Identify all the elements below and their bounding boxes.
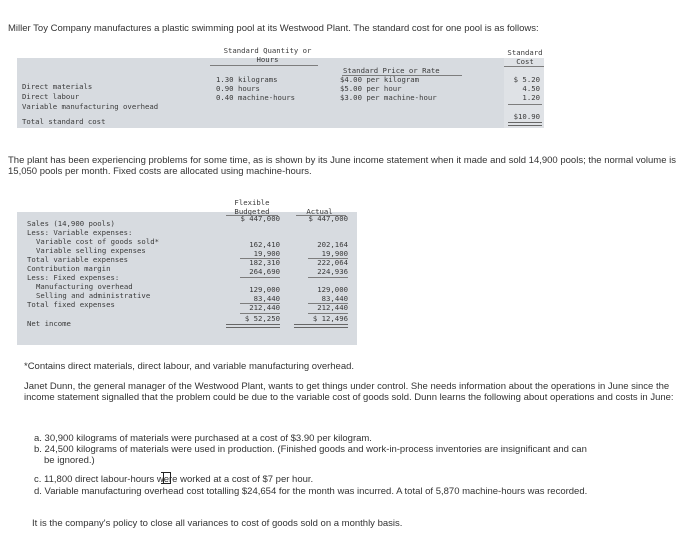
is-row-actual: 19,900 — [321, 249, 348, 258]
is-row-actual: $ 447,000 — [308, 214, 348, 223]
col-actual: Actual — [306, 207, 333, 216]
subtotal-rule — [508, 104, 542, 105]
is-row-flexible: $ 52,250 — [244, 314, 280, 323]
row-label: Direct materials — [22, 82, 93, 91]
fact-d: d. Variable manufacturing overhead cost totalling $24,654 for the month was incurred. A total of 5,870 machine-hours was recorded. — [34, 486, 588, 497]
is-row-flexible: 212,440 — [249, 303, 280, 312]
is-row-label: Less: Variable expenses: — [27, 228, 133, 237]
is-row-label: Sales (14,900 pools) — [27, 219, 115, 228]
header-underline — [504, 66, 544, 67]
total-double-rule — [508, 122, 542, 126]
is-row-actual: $ 12,496 — [312, 314, 348, 323]
intro-text: Miller Toy Company manufactures a plastic swimming pool at its Westwood Plant. The standard cost for one pool is as follows: — [8, 23, 539, 34]
is-row-label: Variable selling expenses — [36, 246, 146, 255]
row-cost: 1.20 — [522, 93, 540, 102]
is-row-label: Manufacturing overhead — [36, 282, 133, 291]
header-cost-line1: Standard — [507, 48, 543, 57]
is-row-flexible: 19,900 — [253, 249, 280, 258]
fact-b-continued: be ignored.) — [44, 455, 95, 466]
row-quantity: 0.40 machine-hours — [216, 93, 296, 102]
total-cost: $10.90 — [513, 112, 540, 121]
is-row-actual: 83,440 — [321, 294, 348, 303]
header-cost-line2: Cost — [516, 57, 534, 66]
row-label: Variable manufacturing overhead — [22, 102, 159, 111]
row-price: $3.00 per machine-hour — [340, 93, 437, 102]
footnote: *Contains direct materials, direct labour, and variable manufacturing overhead. — [24, 361, 355, 372]
is-row-actual: 129,000 — [317, 285, 348, 294]
net-income-double-rule — [294, 324, 348, 328]
row-cost: 4.50 — [522, 84, 540, 93]
is-row-flexible: 129,000 — [249, 285, 280, 294]
is-row-flexible: 264,690 — [249, 267, 280, 276]
row-quantity: 1.30 kilograms — [216, 75, 278, 84]
row-price: $4.00 per kilogram — [340, 75, 420, 84]
is-row-label: Less: Fixed expenses: — [27, 273, 120, 282]
subtotal-rule — [240, 277, 280, 278]
subtotal-rule — [308, 277, 348, 278]
col-flexible-line2: Budgeted — [234, 207, 270, 216]
problem-paragraph: The plant has been experiencing problems for some time, as is shown by its June income statement when it made and sold 14,900 pools; the normal volume is 15,050 pools per month. Fixed costs are allocated using machine-hours. — [8, 155, 676, 177]
is-row-label: Selling and administrative — [36, 291, 151, 300]
header-quantity-line2: Hours — [256, 55, 279, 64]
is-row-label: Total fixed expenses — [27, 300, 115, 309]
text-cursor-icon — [163, 472, 171, 484]
fact-b: b. 24,500 kilograms of materials were used in production. (Finished goods and work-in-process inventories are insignificant and can — [34, 444, 587, 455]
total-label: Total standard cost — [22, 117, 106, 126]
net-income-double-rule — [226, 324, 280, 328]
fact-a: a. 30,900 kilograms of materials were purchased at a cost of $3.90 per kilogram. — [34, 433, 372, 444]
header-price: Standard Price or Rate — [343, 66, 440, 75]
is-row-label: Contribution margin — [27, 264, 111, 273]
manager-paragraph: Janet Dunn, the general manager of the Westwood Plant, wants to get things under control. She needs information about the operations in June since the income statement signalled that the problem could be due to the variable cost of goods sold. Dunn learns the following about operations and costs in June: — [24, 381, 674, 403]
col-flexible-line1: Flexible — [234, 198, 270, 207]
row-label: Direct labour — [22, 92, 80, 101]
is-row-actual: 222,064 — [317, 258, 348, 267]
is-row-label: Total variable expenses — [27, 255, 129, 264]
is-row-label: Variable cost of goods sold* — [36, 237, 160, 246]
is-row-label: Net income — [27, 319, 71, 328]
row-price: $5.00 per hour — [340, 84, 402, 93]
row-quantity: 0.90 hours — [216, 84, 260, 93]
fact-c: c. 11,800 direct labour-hours were worked at a cost of $7 per hour. — [34, 474, 314, 485]
is-row-flexible: 83,440 — [253, 294, 280, 303]
is-row-actual: 202,164 — [317, 240, 348, 249]
is-row-actual: 212,440 — [317, 303, 348, 312]
is-row-flexible: 182,310 — [249, 258, 280, 267]
row-cost: $ 5.20 — [513, 75, 540, 84]
header-quantity-line1: Standard Quantity or — [223, 46, 312, 55]
is-row-flexible: 162,410 — [249, 240, 280, 249]
policy-text: It is the company's policy to close all variances to cost of goods sold on a monthly basis. — [32, 518, 403, 529]
header-underline — [210, 65, 318, 66]
is-row-actual: 224,936 — [317, 267, 348, 276]
is-row-flexible: $ 447,000 — [240, 214, 280, 223]
